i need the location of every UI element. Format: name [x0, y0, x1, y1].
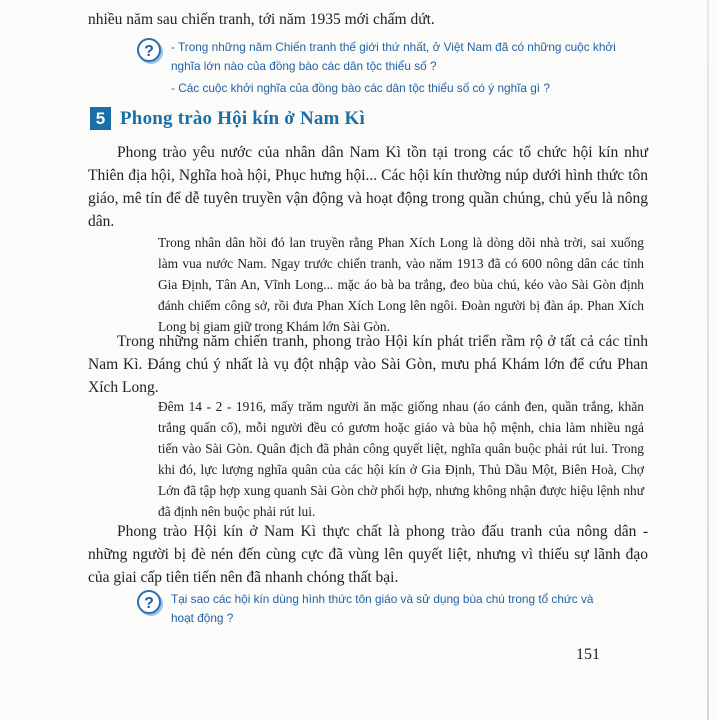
section-number: 5 [90, 107, 111, 130]
section-title: Phong trào Hội kín ở Nam Kì [120, 107, 365, 129]
question-line: - Các cuộc khởi nghĩa của đồng bào các dân tộc thiểu số có ý nghĩa gì ? [171, 81, 550, 95]
continued-text-line: nhiều năm sau chiến tranh, tới năm 1935 mới chấm dứt. [88, 11, 435, 28]
question-line: nghĩa lớn nào của đồng bào các dân tộc thiểu số ? [171, 59, 437, 73]
quote-2: Đêm 14 - 2 - 1916, mấy trăm người ăn mặc giống nhau (áo cánh đen, quần trắng, khăn trắng quấn cổ), mỗi người đều có gươm hoặc giáo và bùa hộ mệnh, chia làm nhiều ngả tiến vào Sài Gòn. Quân địch đã phản công quyết liệt, nghĩa quân buộc phải rút lui. Trong khi đó, lực lượng nghĩa quân của các hội kín ở Gia Định, Thủ Dầu Một, Biên Hoà, Chợ Lớn đã tập hợp xung quanh Sài Gòn chờ phối hợp, nhưng không nhận được hiệu lệnh như đã định nên buộc phải rút lui. [158, 399, 644, 519]
question-line: hoạt động ? [171, 611, 234, 625]
quote-1: Trong nhân dân hồi đó lan truyền rằng Phan Xích Long là dòng dõi nhà trời, sai xuống làm vua nước Nam. Ngay trước chiến tranh, vào năm 1913 đã có 600 nông dân các tỉnh Gia Định, Tân An, Vĩnh Long... mặc áo bà ba trắng, đeo bùa chú, kéo vào Sài Gòn định đánh chiếm công sở, rồi đưa Phan Xích Long lên ngôi. Đoàn người bị đàn áp. Phan Xích Long bị giam giữ trong Khám lớn Sài Gòn. [158, 235, 644, 334]
page-number: 151 [576, 646, 600, 663]
question-box-1-text [171, 38, 616, 98]
question-line: Tại sao các hội kín dùng hình thức tôn giáo và sử dụng bùa chú trong tổ chức và [171, 592, 594, 606]
question-icon: ? [137, 590, 161, 614]
section-heading [90, 107, 365, 130]
paragraph-3: Phong trào Hội kín ở Nam Kì thực chất là phong trào đấu tranh của nông dân - những người bị đè nén đến cùng cực đã vùng lên quyết liệt, nhưng vì thiếu sự lãnh đạo của giai cấp tiên tiến nên đã nhanh chóng thất bại. [88, 523, 648, 586]
question-line: - Trong những năm Chiến tranh thế giới thứ nhất, ở Việt Nam đã có những cuộc khởi [171, 40, 616, 54]
question-box-1 [137, 38, 647, 98]
question-icon: ? [137, 38, 161, 62]
paragraph-1: Phong trào yêu nước của nhân dân Nam Kì tồn tại trong các tổ chức hội kín như Thiên địa hội, Nghĩa hoà hội, Phục hưng hội... Các hội kín thường núp dưới hình thức tôn giáo, mê tín để dễ tuyên truyền vận động và hoạt động trong quần chúng, chủ yếu là nông dân. [88, 144, 648, 230]
paragraph-2: Trong những năm chiến tranh, phong trào Hội kín phát triển rầm rộ ở tất cả các tỉnh Nam Kì. Đáng chú ý nhất là vụ đột nhập vào Sài Gòn, mưu phá Khám lớn để cứu Phan Xích Long. [88, 333, 648, 396]
page-edge-divider [707, 0, 709, 720]
question-box-2-text [171, 590, 593, 628]
question-box-2 [137, 590, 647, 628]
